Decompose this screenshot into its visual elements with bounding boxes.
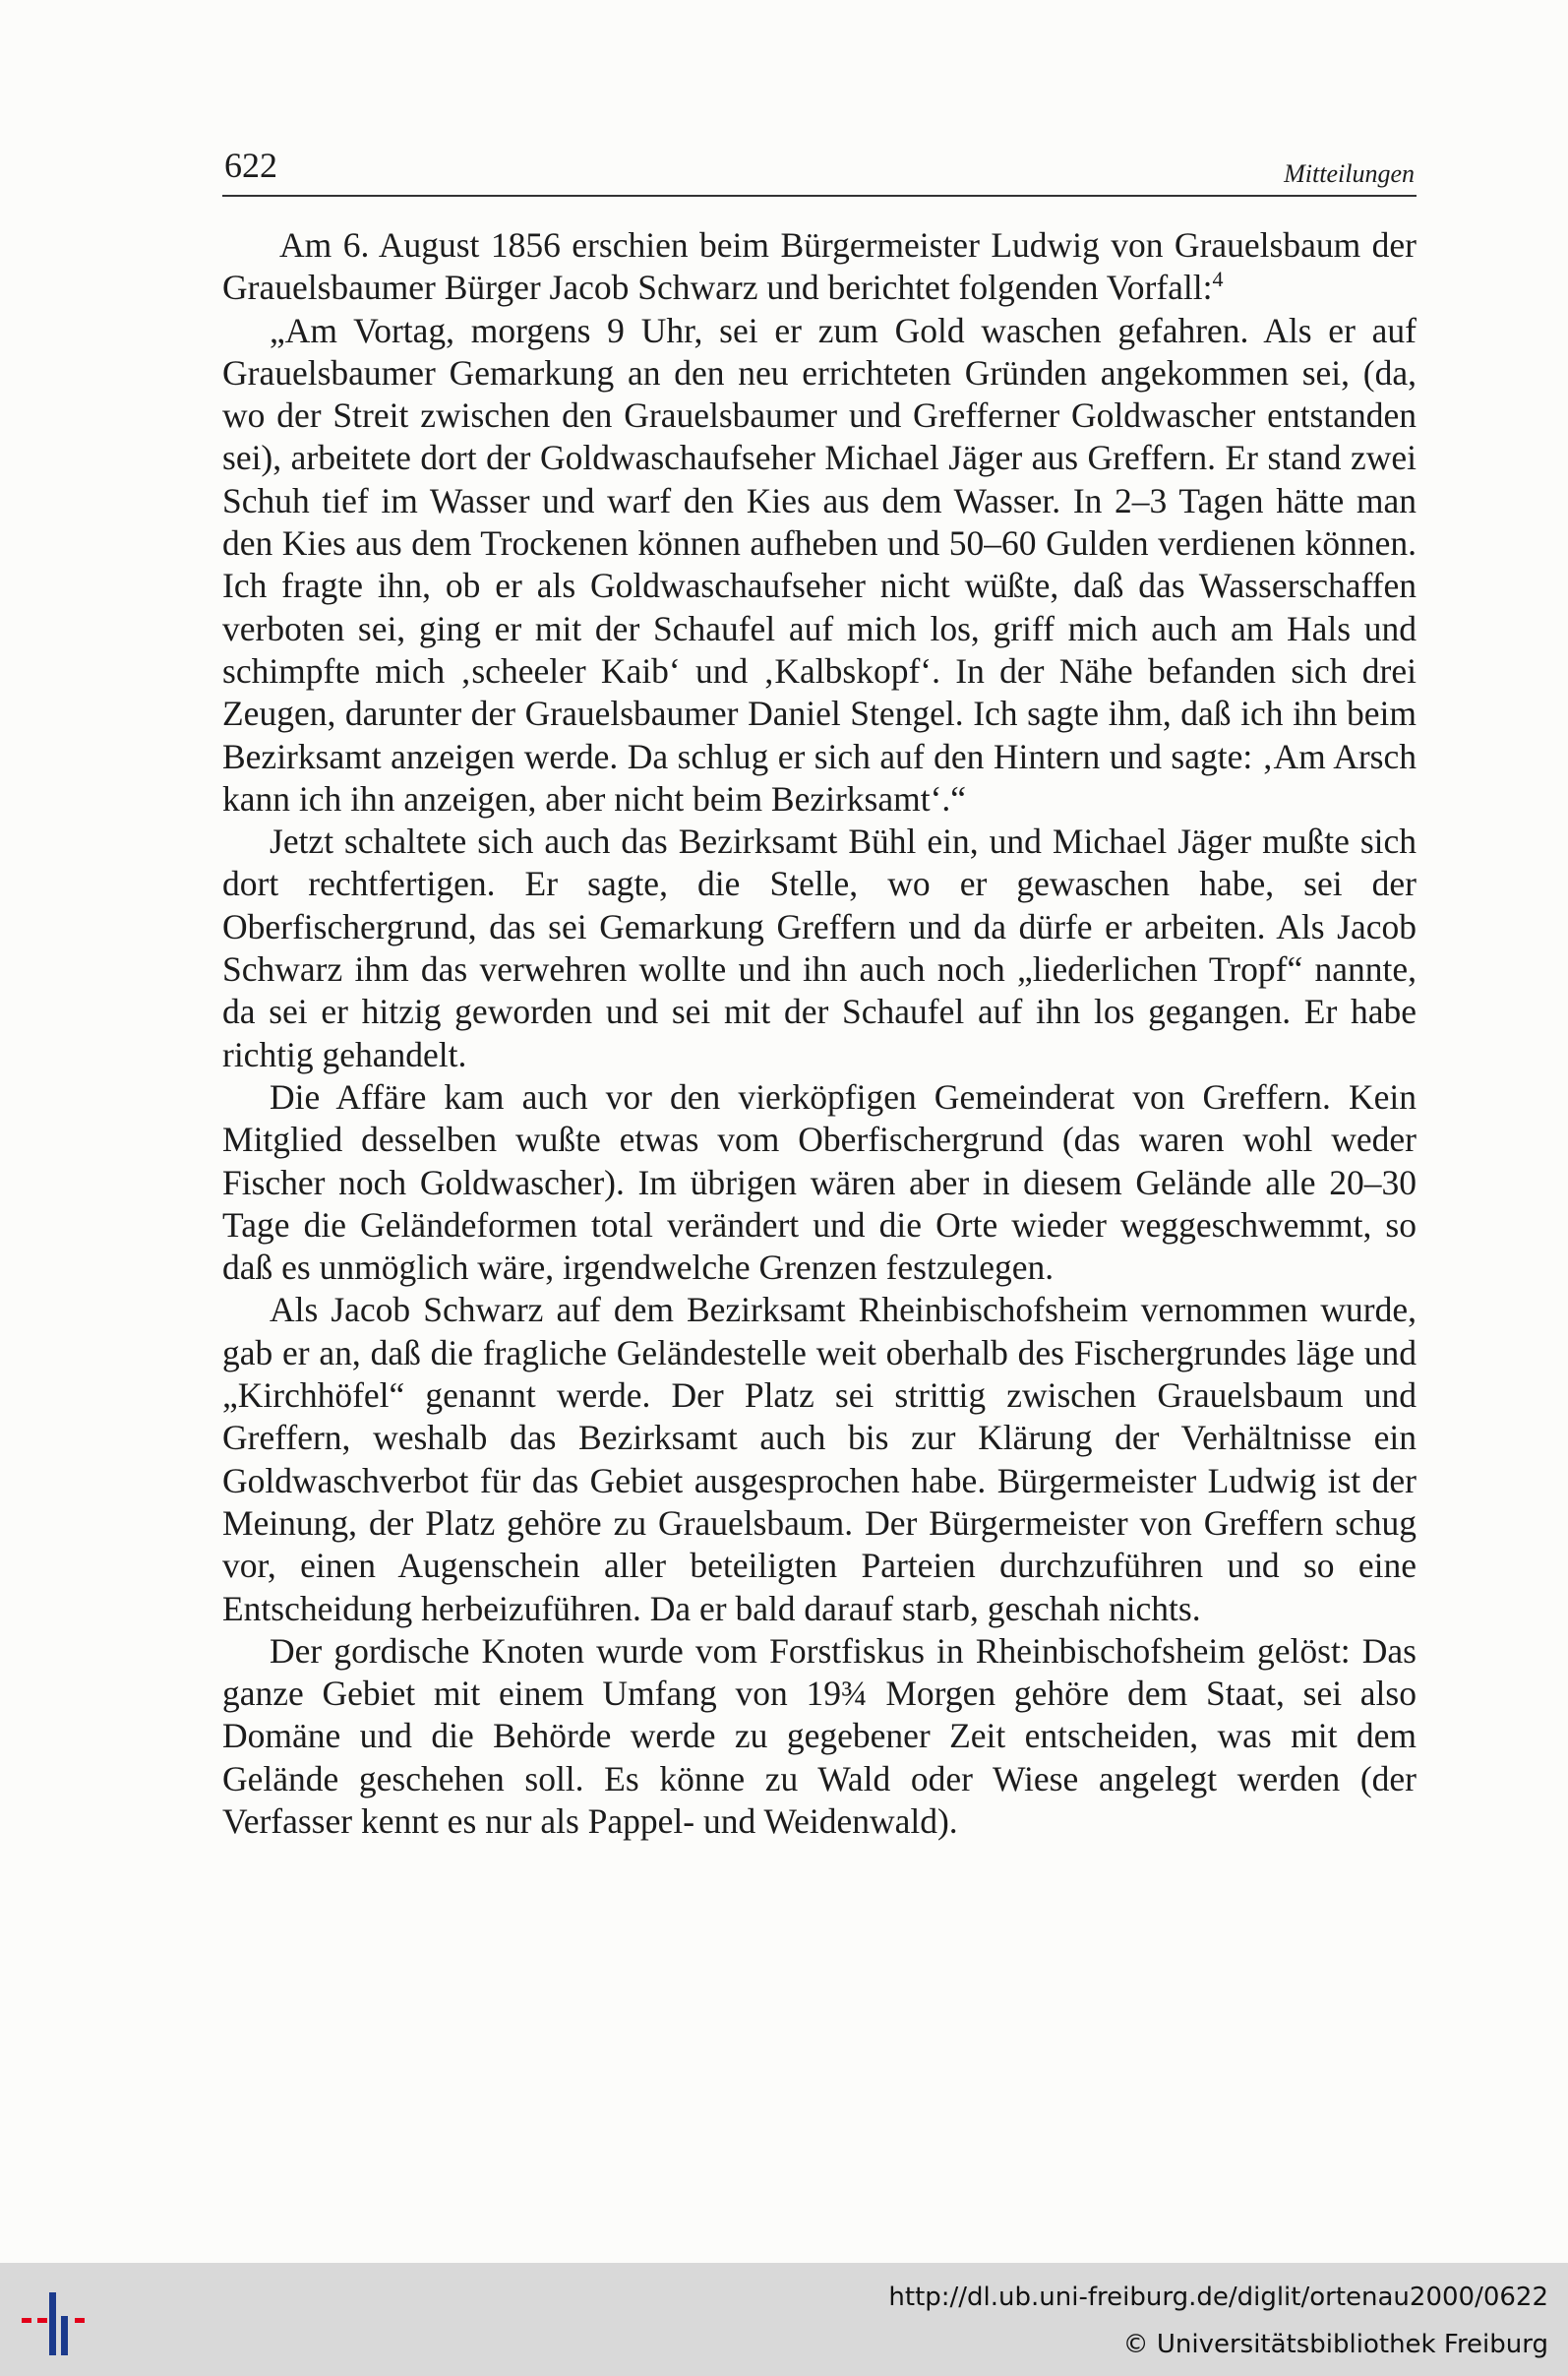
page-number: 622 (224, 146, 277, 185)
page-header (222, 144, 1417, 197)
paragraph-3: Jetzt schaltete sich auch das Bezirksamt Bühl ein, und Michael Jäger mußte sich dort rechtfertigen. Er sagte, die Stelle, wo er gewaschen habe, sei der Oberfischergrund, das sei Gemarkung Greffern und da dürfe er arbeiten. Als Jacob Schwarz ihm das verwehren wollte und ihn auch noch „liederlichen Tropf“ nannte, da sei er hitzig geworden und sei mit der Schaufel auf ihn los gegangen. Er habe richtig gehandelt. (222, 822, 1417, 1074)
paragraph-4: Die Affäre kam auch vor den vierköpfigen Gemeinderat von Greffern. Kein Mitglied desselben wußte etwas vom Oberfischergrund (das waren wohl weder Fischer noch Goldwascher). Im übrigen wären aber in diesem Gelände alle 20–30 Tage die Geländeformen total verändert und die Orte wieder weggeschwemmt, so daß es unmöglich wäre, irgendwelche Grenzen festzulegen. (222, 1076, 1417, 1288)
paragraph-1-text: Am 6. August 1856 erschien beim Bürgermeister Ludwig von Grauelsbaum der Grauelsbaumer Bürger Jacob Schwarz und berichtet folgenden Vorfall: (222, 225, 1417, 308)
paragraph-1 (222, 224, 1417, 310)
paragraph-5: Als Jacob Schwarz auf dem Bezirksamt Rheinbischofsheim vernommen wurde, gab er an, daß die fragliche Geländestelle weit oberhalb des Fischergrundes läge und „Kirchhöfel“ genannt werde. Der Platz sei strittig zwischen Grauelsbaum und Greffern, weshalb das Bezirksamt auch bis zur Klärung der Verhältnisse ein Goldwaschverbot für das Gebiet ausgesprochen habe. Bürgermeister Ludwig ist der Meinung, der Platz gehöre zu Grauelsbaum. Der Bürgermeister von Greffern schug vor, einen Augenschein aller beteiligten Parteien durchzuführen und so eine Entscheidung herbeizuführen. Da er bald darauf starb, geschah nichts. (222, 1290, 1417, 1628)
running-head: Mitteilungen (1284, 159, 1415, 188)
paragraph-2: „Am Vortag, morgens 9 Uhr, sei er zum Gold waschen gefahren. Als er auf Grauelsbaumer Gemarkung an den neu errichteten Gründen angekommen sei, (da, wo der Streit zwischen den Grauelsbaumer und Grefferner Goldwascher entstanden sei), arbeitete dort der Goldwaschaufseher Michael Jäger aus Greffern. Er stand zwei Schuh tief im Wasser und warf den Kies aus dem Wasser. In 2–3 Tagen hätte man den Kies aus dem Trockenen können aufheben und 50–60 Gulden verdienen können. Ich fragte ihn, ob er als Goldwaschaufseher nicht wüßte, daß das Wasserschaffen verboten sei, ging er mit der Schaufel auf mich los, griff mich auch am Hals und schimpfte mich ‚scheeler Kaib‘ und ‚Kalbskopf‘. In der Nähe befanden sich drei Zeugen, darunter der Grauelsbaumer Daniel Stengel. Ich sagte ihm, daß ich ihn beim Bezirksamt anzeigen werde. Da schlug er sich auf den Hintern und sagte: ‚Am Arsch kann ich ihn anzeigen, aber nicht beim Bezirksamt‘.“ (222, 310, 1417, 819)
footnote-marker: 4 (1212, 267, 1224, 292)
paragraph-6: Der gordische Knoten wurde vom Forstfiskus in Rheinbischofsheim gelöst: Das ganze Gebiet mit einem Umfang von 19¾ Morgen gehöre dem Staat, sei also Domäne und die Behörde werde zu gegebener Zeit entscheiden, was mit dem Gelände geschehen soll. Es könne zu Wald oder Wiese angelegt werden (der Verfasser kennt es nur als Pappel- und Weidenwald). (222, 1630, 1417, 1841)
copyright-text: © Universitätsbibliothek Freiburg (1122, 2330, 1548, 2359)
permalink-link[interactable]: http://dl.ub.uni-freiburg.de/diglit/ortenau2000/0622 (888, 2283, 1548, 2312)
body-text (222, 224, 1417, 1843)
ub-freiburg-logo-icon[interactable] (18, 2285, 96, 2363)
viewer-footer (0, 2263, 1568, 2376)
